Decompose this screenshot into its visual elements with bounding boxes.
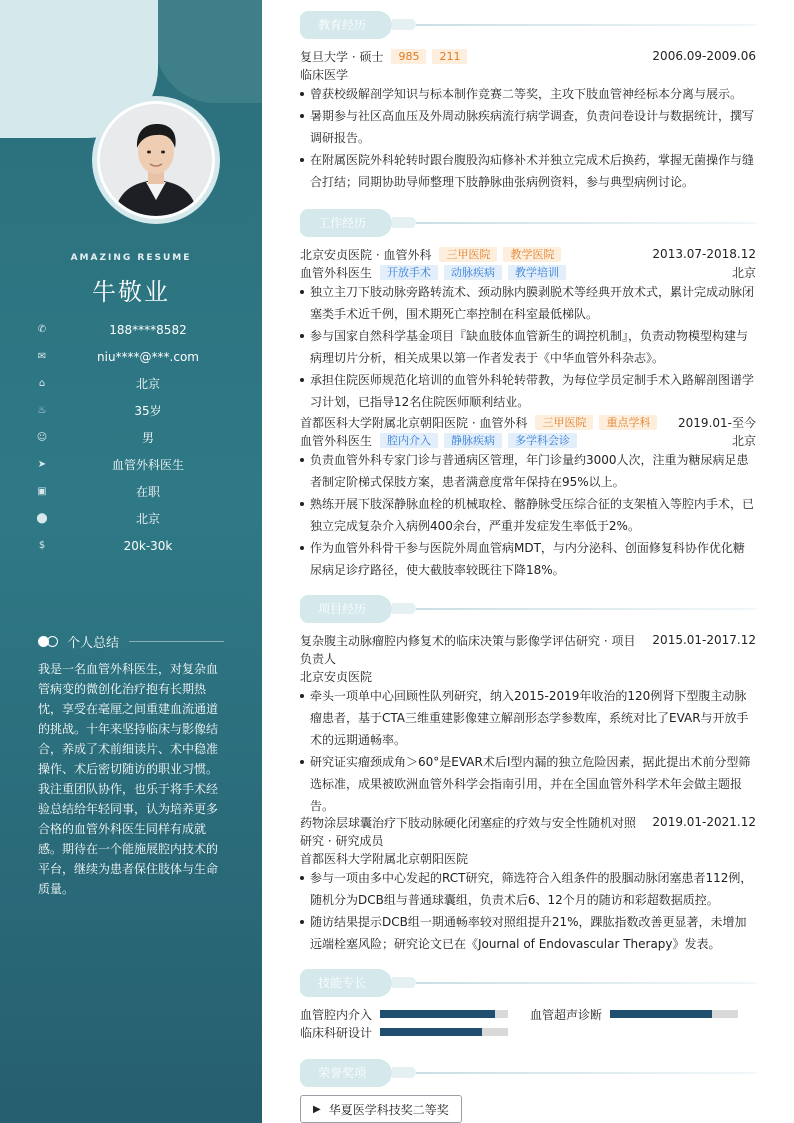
info-gender bbox=[36, 424, 236, 451]
skill-name: 临床科研设计 bbox=[300, 1025, 373, 1040]
skill-bar bbox=[380, 1028, 508, 1036]
avatar-ring bbox=[92, 96, 220, 224]
summary-text: 我是一名血管外科医生，对复杂血管病变的微创化治疗抱有长期热忱，享受在毫厘之间重建血流通道的挑战。十年来坚持临床与影像结合，养成了术前细读片、术中稳准操作、术后密切随访的职业习惯。我注重团队协作，也乐于将手术经验总结给年轻同事，认为培养更多合格的血管外科医生同样有成就感。期待在一个能施展腔内技术的平台，继续为患者保住肢体与生命质量。 bbox=[38, 662, 219, 896]
skill-item bbox=[300, 1023, 510, 1041]
info-job-target bbox=[36, 451, 236, 478]
list-item: 负责血管外科专家门诊与普通病区管理，年门诊量约3000人次，注重为糖尿病足患者制定阶梯式保肢方案，患者满意度常年保持在95%以上。 bbox=[300, 449, 756, 493]
skill-bar-fill bbox=[610, 1010, 712, 1018]
project-entry bbox=[300, 631, 756, 817]
summary-header bbox=[38, 632, 224, 650]
info-text: 在职 bbox=[135, 485, 160, 499]
divider bbox=[416, 608, 756, 610]
project-org: 北京安贞医院 bbox=[300, 669, 373, 684]
info-text: 35岁 bbox=[134, 404, 162, 418]
list-item: 熟练开展下肢深静脉血栓的机械取栓、髂静脉受压综合征的支架植入等腔内手术，已独立完成复杂介入病例400余台，严重并发症发生率低于2%。 bbox=[300, 493, 756, 537]
skill-bar-fill bbox=[380, 1028, 482, 1036]
list-item: 作为血管外科骨干参与医院外周血管病MDT，与内分泌科、创面修复科协作优化糖尿病足诊疗路径，使大截肢率较既往下降18%。 bbox=[300, 537, 756, 581]
section-title: 工作经历 bbox=[300, 209, 392, 237]
section-title: 技能专长 bbox=[300, 969, 392, 997]
location: 北京 bbox=[731, 265, 756, 280]
tag: 静脉疾病 bbox=[444, 433, 502, 448]
info-email bbox=[36, 343, 236, 370]
cake-icon: ♨ bbox=[37, 405, 47, 416]
project-org: 首都医科大学附属北京朝阳医院 bbox=[300, 851, 469, 866]
org-name: 北京安贞医院 · 血管外科 bbox=[300, 247, 432, 262]
section-projects bbox=[300, 595, 756, 623]
project-title: 药物涂层球囊治疗下肢动脉硬化闭塞症的疗效与安全性随机对照 bbox=[300, 815, 637, 830]
list-item: 牵头一项单中心回顾性队列研究，纳入2015-2019年收治的120例肾下型腹主动脉瘤患者，基于CTA三维重建影像建立解剖形态学参数库，系统对比了EVAR与开放手术的远期通畅率。 bbox=[300, 685, 756, 751]
contact-info-list bbox=[36, 316, 236, 559]
tag: 多学科会诊 bbox=[508, 433, 577, 448]
briefcase-icon: ▣ bbox=[37, 486, 47, 497]
gender-icon: ☺ bbox=[36, 432, 48, 443]
skill-item bbox=[530, 1005, 740, 1023]
list-item: 在附属医院外科轮转时跟台腹股沟疝修补术并独立完成术后换药，掌握无菌操作与缝合打结；同期协助导师整理下肢静脉曲张病例资料，参与典型病例讨论。 bbox=[300, 149, 756, 193]
project-title: 复杂腹主动脉瘤腔内修复术的临床决策与影像学评估研究 · 项目 bbox=[300, 633, 636, 648]
mail-icon: ✉ bbox=[37, 351, 47, 362]
info-text: 188****8582 bbox=[109, 322, 187, 337]
divider bbox=[416, 982, 756, 984]
skill-bar bbox=[380, 1010, 508, 1018]
list-item: 暑期参与社区高血压及外周动脉疾病流行病学调查，负责问卷设计与数据统计，撰写调研报告。 bbox=[300, 105, 756, 149]
info-city bbox=[36, 370, 236, 397]
play-triangle-icon: ▶ bbox=[313, 1103, 321, 1115]
info-text: 北京 bbox=[135, 512, 160, 526]
major: 临床医学 bbox=[300, 67, 349, 82]
award-label: 华夏医学科技奖二等奖 bbox=[328, 1102, 449, 1117]
section-work bbox=[300, 209, 756, 237]
salary-icon: $ bbox=[38, 540, 46, 551]
tag: 教学医院 bbox=[503, 247, 561, 262]
info-text: 北京 bbox=[135, 377, 160, 391]
tag: 教学培训 bbox=[508, 265, 566, 280]
date: 2019.01-至今 bbox=[678, 415, 756, 430]
date: 2015.01-2017.12 bbox=[652, 633, 756, 647]
avatar bbox=[97, 101, 215, 219]
phone-icon: ✆ bbox=[37, 324, 47, 335]
date: 2013.07-2018.12 bbox=[652, 247, 756, 261]
section-title: 项目经历 bbox=[300, 595, 392, 623]
summary-title: 个人总结 bbox=[67, 635, 120, 651]
section-education bbox=[300, 11, 756, 39]
project-entry bbox=[300, 813, 756, 955]
role: 血管外科医生 bbox=[300, 265, 373, 280]
candidate-name: 牛敬业 bbox=[92, 278, 170, 306]
list-item: 曾获校级解剖学知识与标本制作竞赛二等奖，主攻下肢血管神经标本分离与展示。 bbox=[300, 83, 756, 105]
section-title: 荣誉奖项 bbox=[300, 1059, 392, 1087]
skill-item bbox=[300, 1005, 510, 1023]
bullet-list bbox=[300, 867, 756, 955]
info-text: 20k-30k bbox=[123, 538, 173, 553]
bullet-list bbox=[300, 281, 756, 413]
role: 血管外科医生 bbox=[300, 433, 373, 448]
skill-bar-fill bbox=[380, 1010, 495, 1018]
tag: 动脉疾病 bbox=[444, 265, 502, 280]
bullet-list bbox=[300, 449, 756, 581]
date: 2019.01-2021.12 bbox=[652, 815, 756, 829]
tag: 腔内介入 bbox=[380, 433, 438, 448]
list-item: 独立主刀下肢动脉旁路转流术、颈动脉内膜剥脱术等经典开放术式，累计完成动脉闭塞类手术近千例，围术期死亡率控制在科室最低梯队。 bbox=[300, 281, 756, 325]
dots-icon bbox=[38, 636, 58, 647]
info-phone bbox=[36, 316, 236, 343]
tag: 985 bbox=[391, 49, 426, 64]
location: 北京 bbox=[731, 433, 756, 448]
info-text: 血管外科医生 bbox=[111, 458, 184, 472]
info-salary bbox=[36, 532, 236, 559]
home-icon: ⌂ bbox=[38, 378, 46, 389]
info-location bbox=[36, 505, 236, 532]
work-entry bbox=[300, 245, 756, 413]
info-text: 男 bbox=[141, 431, 154, 445]
list-item: 随访结果提示DCB组一期通畅率较对照组提升21%，踝肱指数改善更显著，未增加远端栓塞风险；研究论文已在《Journal of Endovascular Therapy》发表。 bbox=[300, 911, 756, 955]
tag: 三甲医院 bbox=[535, 415, 593, 430]
divider bbox=[416, 24, 756, 26]
skill-name: 血管超声诊断 bbox=[530, 1007, 603, 1022]
info-age bbox=[36, 397, 236, 424]
list-item: 参与一项由多中心发起的RCT研究，筛选符合入组条件的股腘动脉闭塞患者112例，随机分为DCB组与普通球囊组，负责术后6、12个月的随访和彩超数据质控。 bbox=[300, 867, 756, 911]
award-item bbox=[300, 1095, 462, 1123]
section-skills bbox=[300, 969, 756, 997]
org-name: 首都医科大学附属北京朝阳医院 · 血管外科 bbox=[300, 415, 528, 430]
info-status bbox=[36, 478, 236, 505]
divider bbox=[129, 641, 224, 642]
bullet-list bbox=[300, 685, 756, 817]
section-title: 教育经历 bbox=[300, 11, 392, 39]
section-awards bbox=[300, 1059, 756, 1087]
project-role: 负责人 bbox=[300, 651, 337, 666]
info-text: niu****@***.com bbox=[97, 349, 199, 364]
decorative-square bbox=[155, 0, 262, 103]
date: 2006.09-2009.06 bbox=[652, 49, 756, 63]
sidebar bbox=[0, 0, 262, 1123]
bullet-list bbox=[300, 83, 756, 193]
list-item: 研究证实瘤颈成角＞60°是EVAR术后Ⅰ型内漏的独立危险因素，据此提出术前分型筛选标准，成果被欧洲血管外科学会指南引用，并在全国血管外科学术年会做主题报告。 bbox=[300, 751, 756, 817]
tag: 重点学科 bbox=[599, 415, 657, 430]
send-icon: ➤ bbox=[37, 459, 47, 470]
school-name: 复旦大学 · 硕士 bbox=[300, 49, 384, 64]
skill-name: 血管腔内介入 bbox=[300, 1007, 373, 1022]
divider bbox=[416, 222, 756, 224]
skill-bar bbox=[610, 1010, 738, 1018]
list-item: 承担住院医师规范化培训的血管外科轮转带教，为每位学员定制手术入路解剖图谱学习计划，已指导12名住院医师顺利结业。 bbox=[300, 369, 756, 413]
education-entry bbox=[300, 47, 756, 193]
tag: 211 bbox=[432, 49, 467, 64]
list-item: 参与国家自然科学基金项目『缺血肢体血管新生的调控机制』，负责动物模型构建与病理切片分析，相关成果以第一作者发表于《中华血管外科杂志》。 bbox=[300, 325, 756, 369]
work-entry bbox=[300, 413, 756, 581]
resume-tagline: AMAZING RESUME bbox=[70, 253, 192, 263]
location-pin-icon: ⬤ bbox=[36, 513, 48, 524]
tag: 开放手术 bbox=[380, 265, 438, 280]
project-role: 研究 · 研究成员 bbox=[300, 833, 384, 848]
divider bbox=[416, 1072, 756, 1074]
tag: 三甲医院 bbox=[439, 247, 497, 262]
